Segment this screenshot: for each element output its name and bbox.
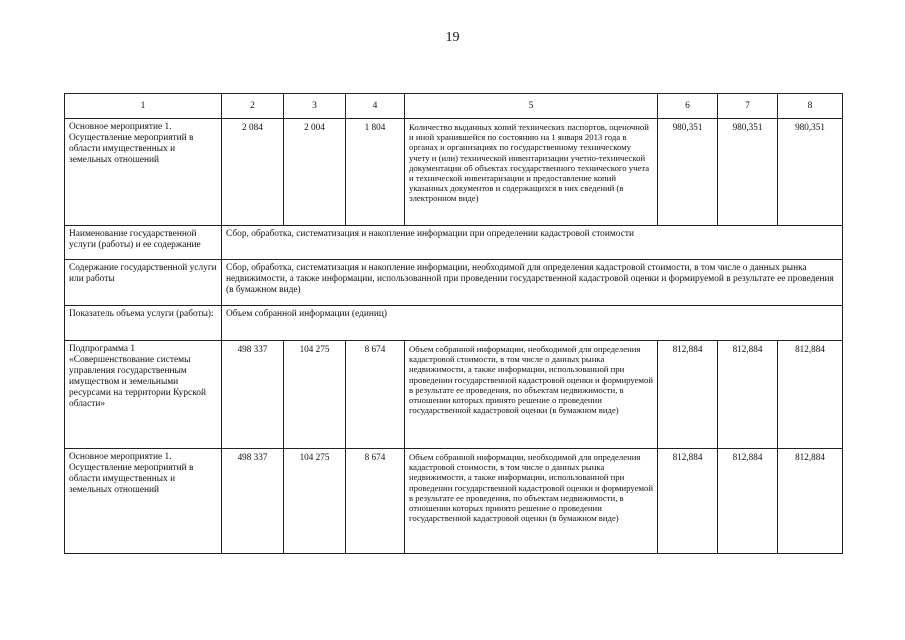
value-cell: 8 674	[346, 449, 405, 554]
value-cell: 104 275	[284, 341, 346, 449]
row-label: Показатель объема услуги (работы):	[65, 306, 222, 341]
header-cell: 5	[405, 94, 658, 119]
value-cell: 980,351	[658, 119, 718, 226]
header-cell: 1	[65, 94, 222, 119]
service-content: Сбор, обработка, систематизация и накопление информации, необходимой для определения кадастровой стоимости, в том числе о данных рынка недвижимости, а также информации, использованной при проведении государственной кадастровой оценки и формируемой в результате ее проведения (в бумажном виде)	[222, 260, 843, 306]
header-cell: 8	[778, 94, 843, 119]
service-name: Сбор, обработка, систематизация и накопление информации при определении кадастровой стоимости	[222, 226, 843, 260]
table-row	[65, 260, 843, 306]
indicator-description: Объем собранной информации, необходимой для определения кадастровой стоимости, в том числе о данных рынка недвижимости, а также информации, использованной при проведении государственной кадастровой оценки и формируемой в результате ее проведения, по объектам недвижимости, в отношении которых принято решение о проведении государственной кадастровой оценки (в бумажном виде)	[405, 341, 658, 449]
volume-indicator: Объем собранной информации (единиц)	[222, 306, 843, 341]
table-row	[65, 226, 843, 260]
value-cell: 498 337	[222, 449, 284, 554]
table-row	[65, 341, 843, 449]
table-row	[65, 119, 843, 226]
header-row	[65, 94, 843, 119]
row-label: Основное мероприятие 1. Осуществление мероприятий в области имущественных и земельных отношений	[65, 119, 222, 226]
value-cell: 1 804	[346, 119, 405, 226]
header-cell: 4	[346, 94, 405, 119]
row-label: Подпрограмма 1 «Совершенствование системы управления государственным имуществом и земельными ресурсами на территории Курской области»	[65, 341, 222, 449]
value-cell: 812,884	[718, 449, 778, 554]
header-cell: 2	[222, 94, 284, 119]
value-cell: 812,884	[778, 341, 843, 449]
value-cell: 812,884	[658, 449, 718, 554]
row-label: Наименование государственной услуги (работы) и ее содержание	[65, 226, 222, 260]
value-cell: 104 275	[284, 449, 346, 554]
header-cell: 3	[284, 94, 346, 119]
row-label: Основное мероприятие 1. Осуществление мероприятий в области имущественных и земельных отношений	[65, 449, 222, 554]
value-cell: 812,884	[718, 341, 778, 449]
page-number: 19	[445, 30, 460, 45]
header-cell: 6	[658, 94, 718, 119]
table-row	[65, 306, 843, 341]
value-cell: 980,351	[718, 119, 778, 226]
value-cell: 2 084	[222, 119, 284, 226]
data-table	[64, 93, 843, 554]
value-cell: 812,884	[658, 341, 718, 449]
value-cell: 980,351	[778, 119, 843, 226]
value-cell: 8 674	[346, 341, 405, 449]
table-row	[65, 449, 843, 554]
value-cell: 498 337	[222, 341, 284, 449]
row-label: Содержание государственной услуги или работы	[65, 260, 222, 306]
header-cell: 7	[718, 94, 778, 119]
indicator-description: Объем собранной информации, необходимой для определения кадастровой стоимости, в том числе о данных рынка недвижимости, а также информации, использованной при проведении государственной кадастровой оценки и формируемой в результате ее проведения, по объектам недвижимости, в отношении которых принято решение о проведении государственной кадастровой оценки (в бумажном виде)	[405, 449, 658, 554]
value-cell: 812,884	[778, 449, 843, 554]
indicator-description: Количество выданных копий технических паспортов, оценочной и иной хранившейся по состоянию на 1 января 2013 года в органах и организациях по государственному техническому учету и (или) технической инвентаризации учетно-технической документации об объектах государственного технического учета и технической инвентаризации и предоставление копий указанных документов и содержащихся в них сведений (в электронном виде)	[405, 119, 658, 226]
value-cell: 2 004	[284, 119, 346, 226]
